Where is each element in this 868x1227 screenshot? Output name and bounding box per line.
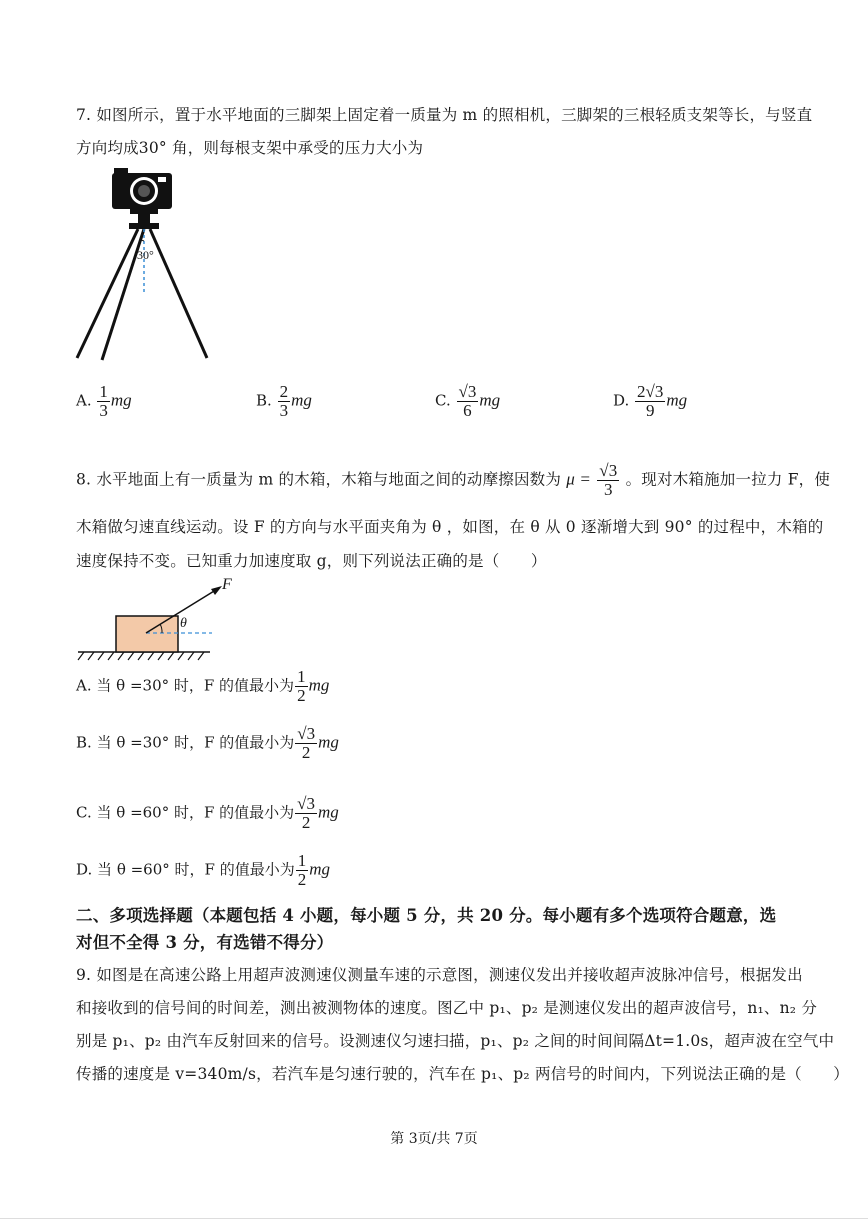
q7-stem-line2: 方向均成30° 角，则每根支架中承受的压力大小为 xyxy=(76,139,424,157)
q8-stem-line1-a: 8. 水平地面上有一质量为 m 的木箱，木箱与地面之间的动摩擦因数为 xyxy=(76,470,562,489)
q8-stem-line2: 木箱做匀速直线运动。设 F 的方向与水平面夹角为 θ ，如图，在 θ 从 0 逐渐增大到 90° 的过程中，木箱的 xyxy=(76,518,824,536)
page-footer: 第 3页/共 7页 xyxy=(390,1131,478,1147)
q7-option-d-letter: D. xyxy=(613,391,630,410)
q8-option-b-fraction: $\frac{√3}{2}$ xyxy=(297,724,316,762)
q7-stem-line1: 7. 如图所示，置于水平地面的三脚架上固定着一质量为 m 的照相机，三脚架的三根轻质支架等长，与竖直 xyxy=(76,106,813,124)
q8-stem-line3: 速度保持不变。已知重力加速度取 g，则下列说法正确的是（ ） xyxy=(76,552,547,570)
page-bottom-divider xyxy=(0,1218,868,1219)
q8-option-d[interactable]: D. 当 θ =60° 时，F 的值最小为 $\frac{1}{2}$ mg xyxy=(76,851,330,889)
tripod-camera-figure xyxy=(74,165,214,365)
q7-option-d[interactable]: D. $\frac{2√3}{9}$ mg xyxy=(613,382,688,420)
q7-option-a-fraction: $\frac{1}{3}$ xyxy=(99,382,108,420)
q7-option-c-fraction: $\frac{√3}{6}$ xyxy=(458,382,477,420)
q8-mu-fraction: $\frac{√3}{3}$ xyxy=(599,461,618,499)
q9-stem-line1: 9. 如图是在高速公路上用超声波测速仪测量车速的示意图，测速仪发出并接收超声波脉冲信号，根据发出 xyxy=(76,966,803,984)
q7-option-b[interactable]: B. $\frac{2}{3}$ mg xyxy=(256,382,312,420)
q9-stem-line3: 别是 p₁、p₂ 由汽车反射回来的信号。设测速仪匀速扫描，p₁、p₂ 之间的时间间隔Δt=1.0s，超声波在空气中 xyxy=(76,1032,835,1050)
q7-option-a[interactable]: A. $\frac{1}{3}$ mg xyxy=(76,382,132,420)
q7-option-b-letter: B. xyxy=(256,391,272,410)
q8-option-c-letter: C. xyxy=(76,803,92,822)
q8-mu-symbol: μ = xyxy=(566,469,592,489)
q8-figure-force-label: F xyxy=(222,576,232,593)
q8-option-a[interactable]: A. 当 θ =30° 时，F 的值最小为 $\frac{1}{2}$ mg xyxy=(76,667,330,705)
q8-option-b-letter: B. xyxy=(76,733,92,752)
section2-heading-line1: 二、多项选择题（本题包括 4 小题，每小题 5 分，共 20 分。每小题有多个选项符合题意，选 xyxy=(76,906,777,925)
q8-option-b-text: 当 θ =30° 时，F 的值最小为 xyxy=(96,733,295,752)
q8-option-c-text: 当 θ =60° 时，F 的值最小为 xyxy=(96,803,295,822)
q8-option-d-letter: D. xyxy=(76,860,93,879)
q8-option-a-fraction: $\frac{1}{2}$ xyxy=(297,667,306,705)
q8-option-c-fraction: $\frac{√3}{2}$ xyxy=(297,794,316,832)
q7-figure-angle-label: 30° xyxy=(137,248,154,262)
q8-option-d-text: 当 θ =60° 时，F 的值最小为 xyxy=(97,860,295,879)
q8-stem-line1 xyxy=(76,462,830,499)
q7-option-a-letter: A. xyxy=(76,391,92,410)
q8-figure-theta-label: θ xyxy=(180,616,187,631)
q7-option-c-letter: C. xyxy=(435,391,451,410)
q8-option-d-fraction: $\frac{1}{2}$ xyxy=(297,851,307,889)
q8-option-a-text: 当 θ =30° 时，F 的值最小为 xyxy=(96,676,295,695)
section2-heading-line2: 对但不全得 3 分，有选错不得分） xyxy=(76,933,334,952)
q7-option-b-fraction: $\frac{2}{3}$ xyxy=(279,382,289,420)
q9-stem-line4: 传播的速度是 v=340m/s，若汽车是匀速行驶的，汽车在 p₁、p₂ 两信号的时间内，下列说法正确的是（ ） xyxy=(76,1065,849,1083)
q8-option-a-letter: A. xyxy=(76,676,92,695)
q7-option-c[interactable]: C. $\frac{√3}{6}$ mg xyxy=(435,382,501,420)
box-force-figure xyxy=(76,580,216,665)
q7-option-d-fraction: $\frac{2√3}{9}$ xyxy=(637,382,664,420)
q9-stem-line2: 和接收到的信号间的时间差，测出被测物体的速度。图乙中 p₁、p₂ 是测速仪发出的超声波信号，n₁、n₂ 分 xyxy=(76,999,818,1017)
q8-stem-line1-b: 。现对木箱施加一拉力 F，使 xyxy=(625,470,831,489)
q8-option-c[interactable]: C. 当 θ =60° 时，F 的值最小为 $\frac{√3}{2}$ mg xyxy=(76,794,339,832)
q8-option-b[interactable]: B. 当 θ =30° 时，F 的值最小为 $\frac{√3}{2}$ mg xyxy=(76,724,339,762)
